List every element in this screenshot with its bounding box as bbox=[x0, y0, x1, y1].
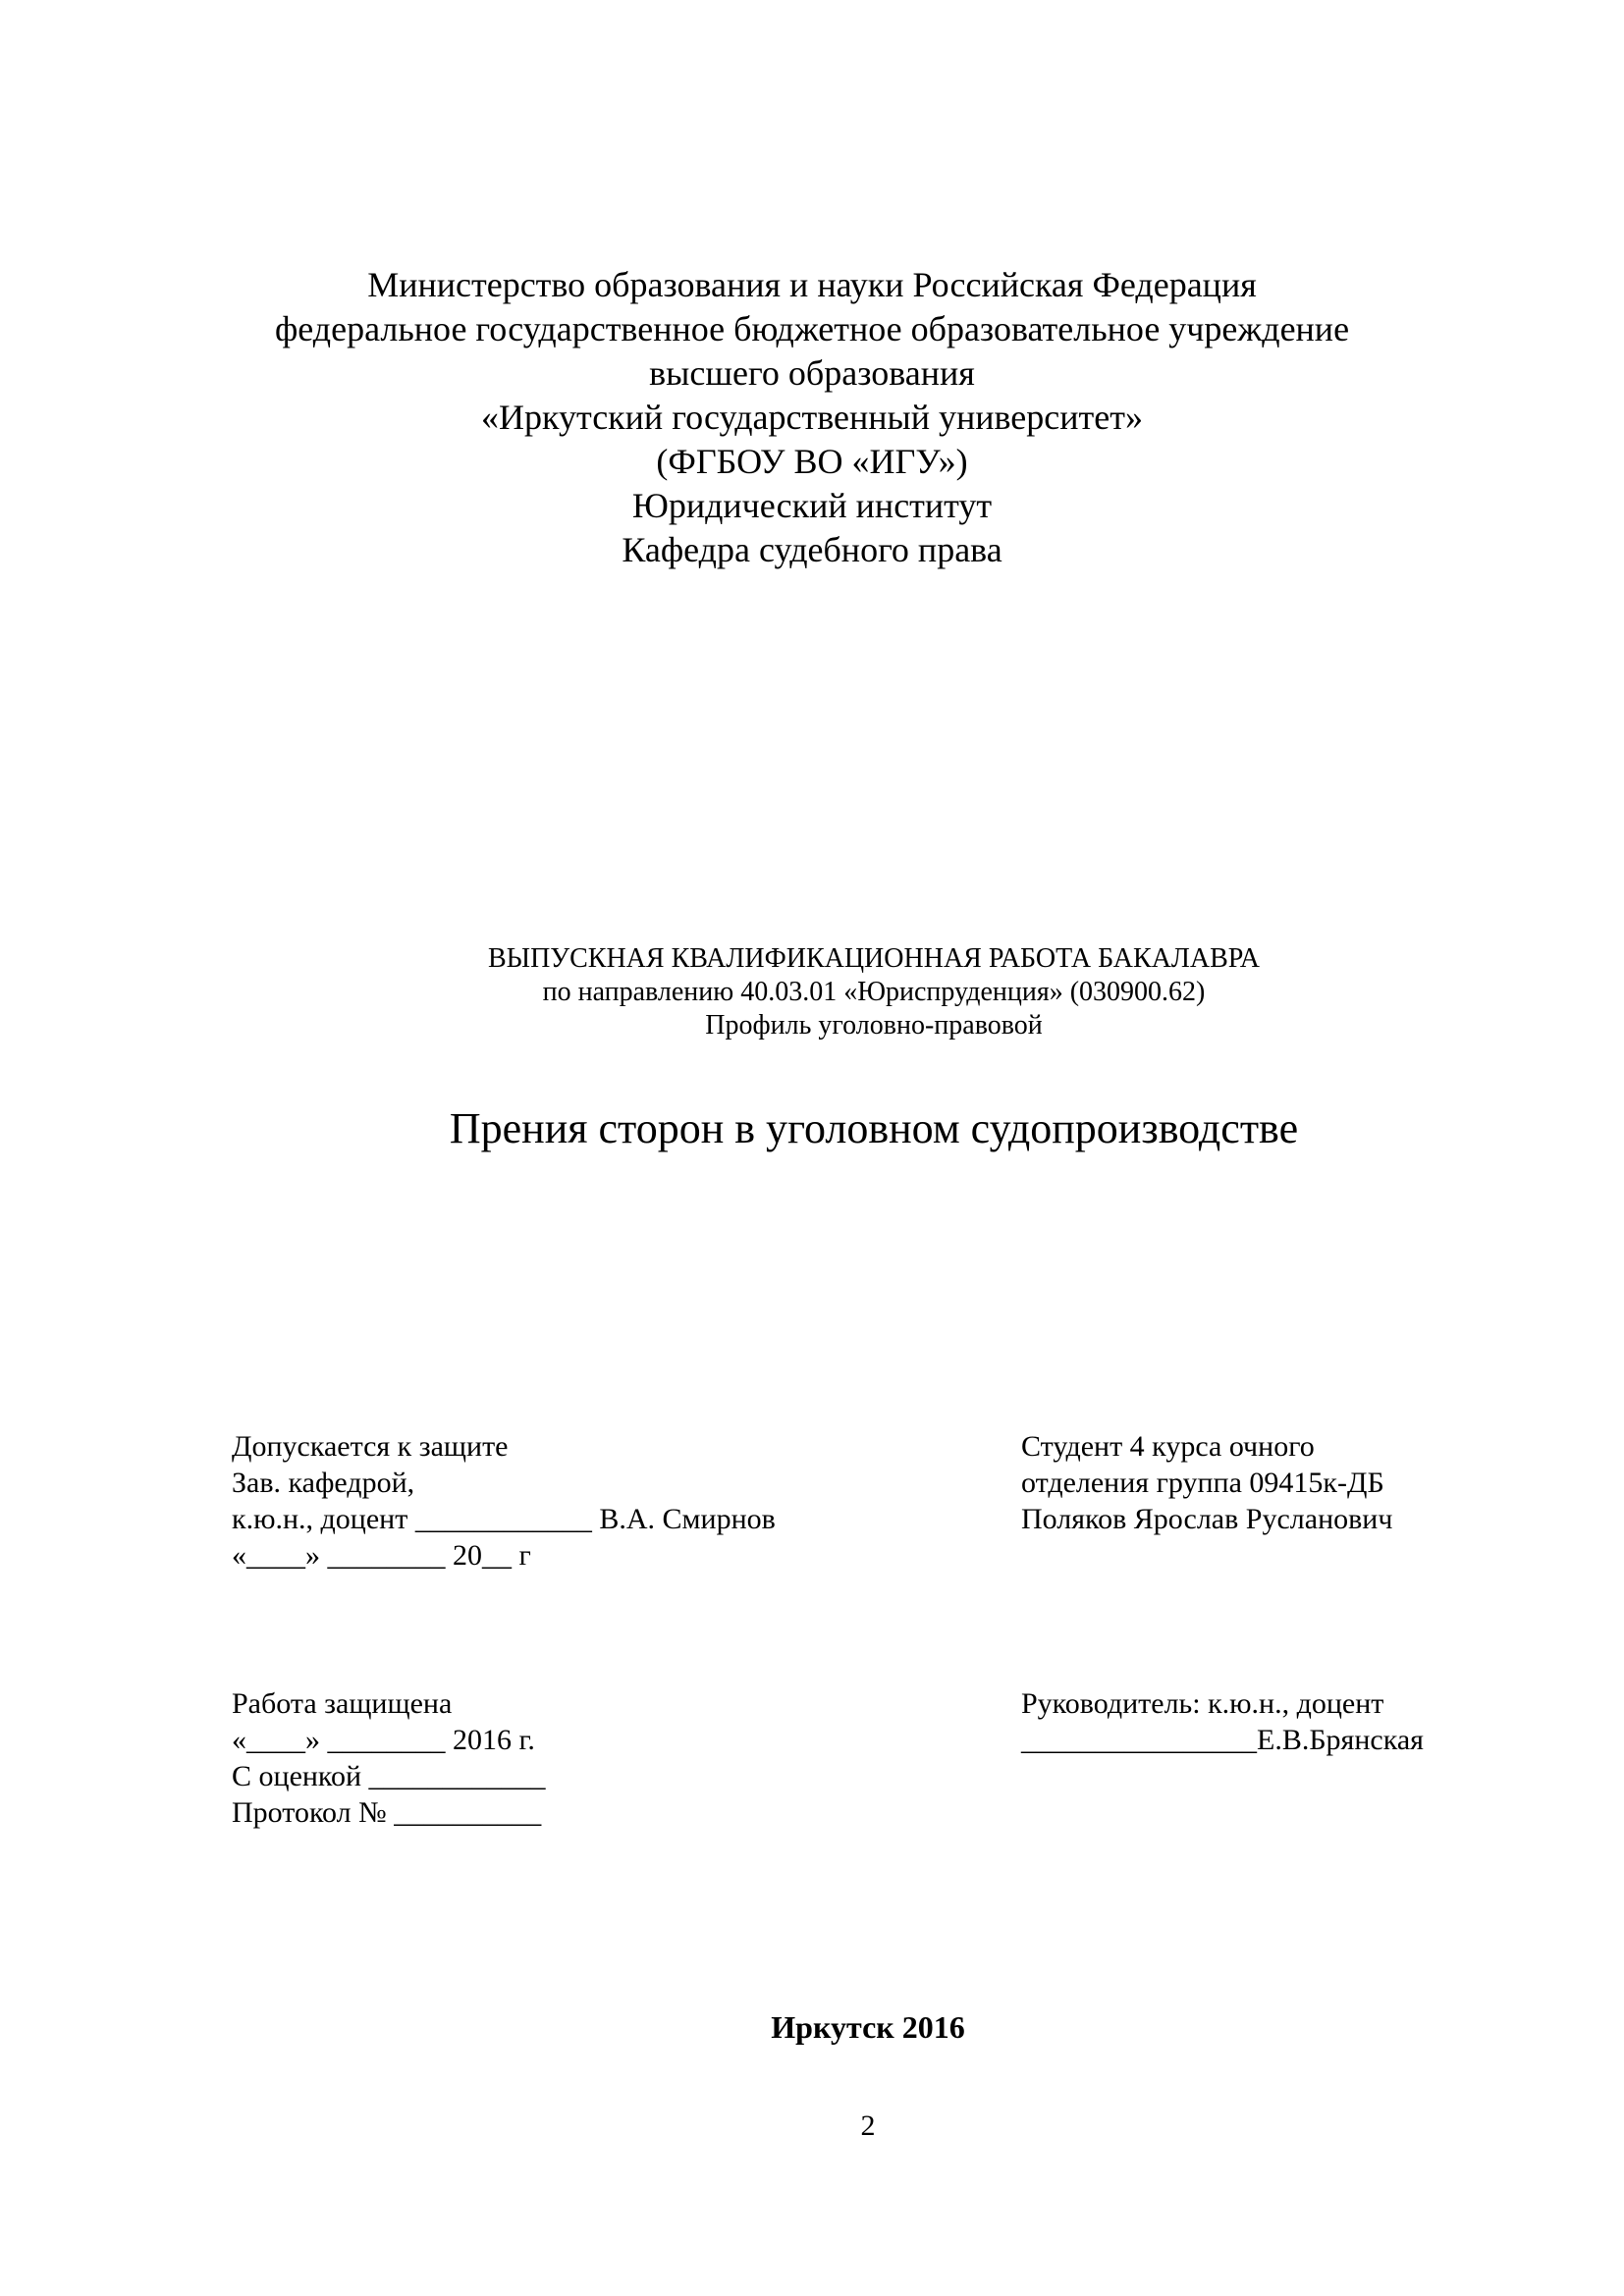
student-line: отделения группа 09415к-ДБ bbox=[1021, 1467, 1384, 1499]
work-profile: Профиль уголовно-правовой bbox=[705, 1010, 1043, 1041]
defense-line: «____» ________ 2016 г. bbox=[232, 1724, 535, 1756]
education-level-line: высшего образования bbox=[649, 353, 975, 393]
institute-line: Юридический институт bbox=[631, 486, 993, 525]
supervisor-line: ________________Е.В.Брянская bbox=[1021, 1724, 1424, 1756]
city-year: Иркутск 2016 bbox=[771, 2009, 965, 2045]
supervisor-line: Руководитель: к.ю.н., доцент bbox=[1021, 1687, 1384, 1720]
work-type: ВЫПУСКНАЯ КВАЛИФИКАЦИОННАЯ РАБОТА БАКАЛАВРА bbox=[487, 943, 1261, 974]
admission-block bbox=[232, 1428, 776, 1574]
student-block bbox=[1021, 1428, 1392, 1537]
thesis-topic: Прения сторон в уголовном судопроизводстве bbox=[449, 1104, 1299, 1152]
ministry-line: Министерство образования и науки Российская Федерация bbox=[367, 265, 1257, 304]
admission-line: Зав. кафедрой, bbox=[232, 1467, 415, 1499]
admission-line: Допускается к защите bbox=[232, 1430, 509, 1463]
student-line: Поляков Ярослав Русланович bbox=[1021, 1503, 1393, 1535]
page-number: 2 bbox=[860, 2109, 876, 2142]
defense-block bbox=[232, 1685, 546, 1831]
supervisor-block bbox=[1021, 1685, 1424, 1758]
work-direction: по направлению 40.03.01 «Юриспруденция» (030900.62) bbox=[542, 977, 1206, 1007]
defense-line: С оценкой ____________ bbox=[232, 1760, 546, 1792]
admission-line: «____» ________ 20__ г bbox=[232, 1539, 531, 1572]
admission-line: к.ю.н., доцент ____________ В.А. Смирнов bbox=[232, 1503, 776, 1535]
university-abbreviation-line: (ФГБОУ ВО «ИГУ») bbox=[656, 442, 968, 481]
institution-type-line: федеральное государственное бюджетное образовательное учреждение bbox=[274, 309, 1350, 348]
defense-line: Работа защищена bbox=[232, 1687, 453, 1720]
student-line: Студент 4 курса очного bbox=[1021, 1430, 1315, 1463]
university-name-line: «Иркутский государственный университет» bbox=[481, 398, 1143, 437]
work-description bbox=[177, 942, 1571, 1042]
defense-line: Протокол № __________ bbox=[232, 1796, 542, 1829]
title-page-header bbox=[0, 263, 1624, 572]
department-line: Кафедра судебного права bbox=[622, 530, 1002, 569]
